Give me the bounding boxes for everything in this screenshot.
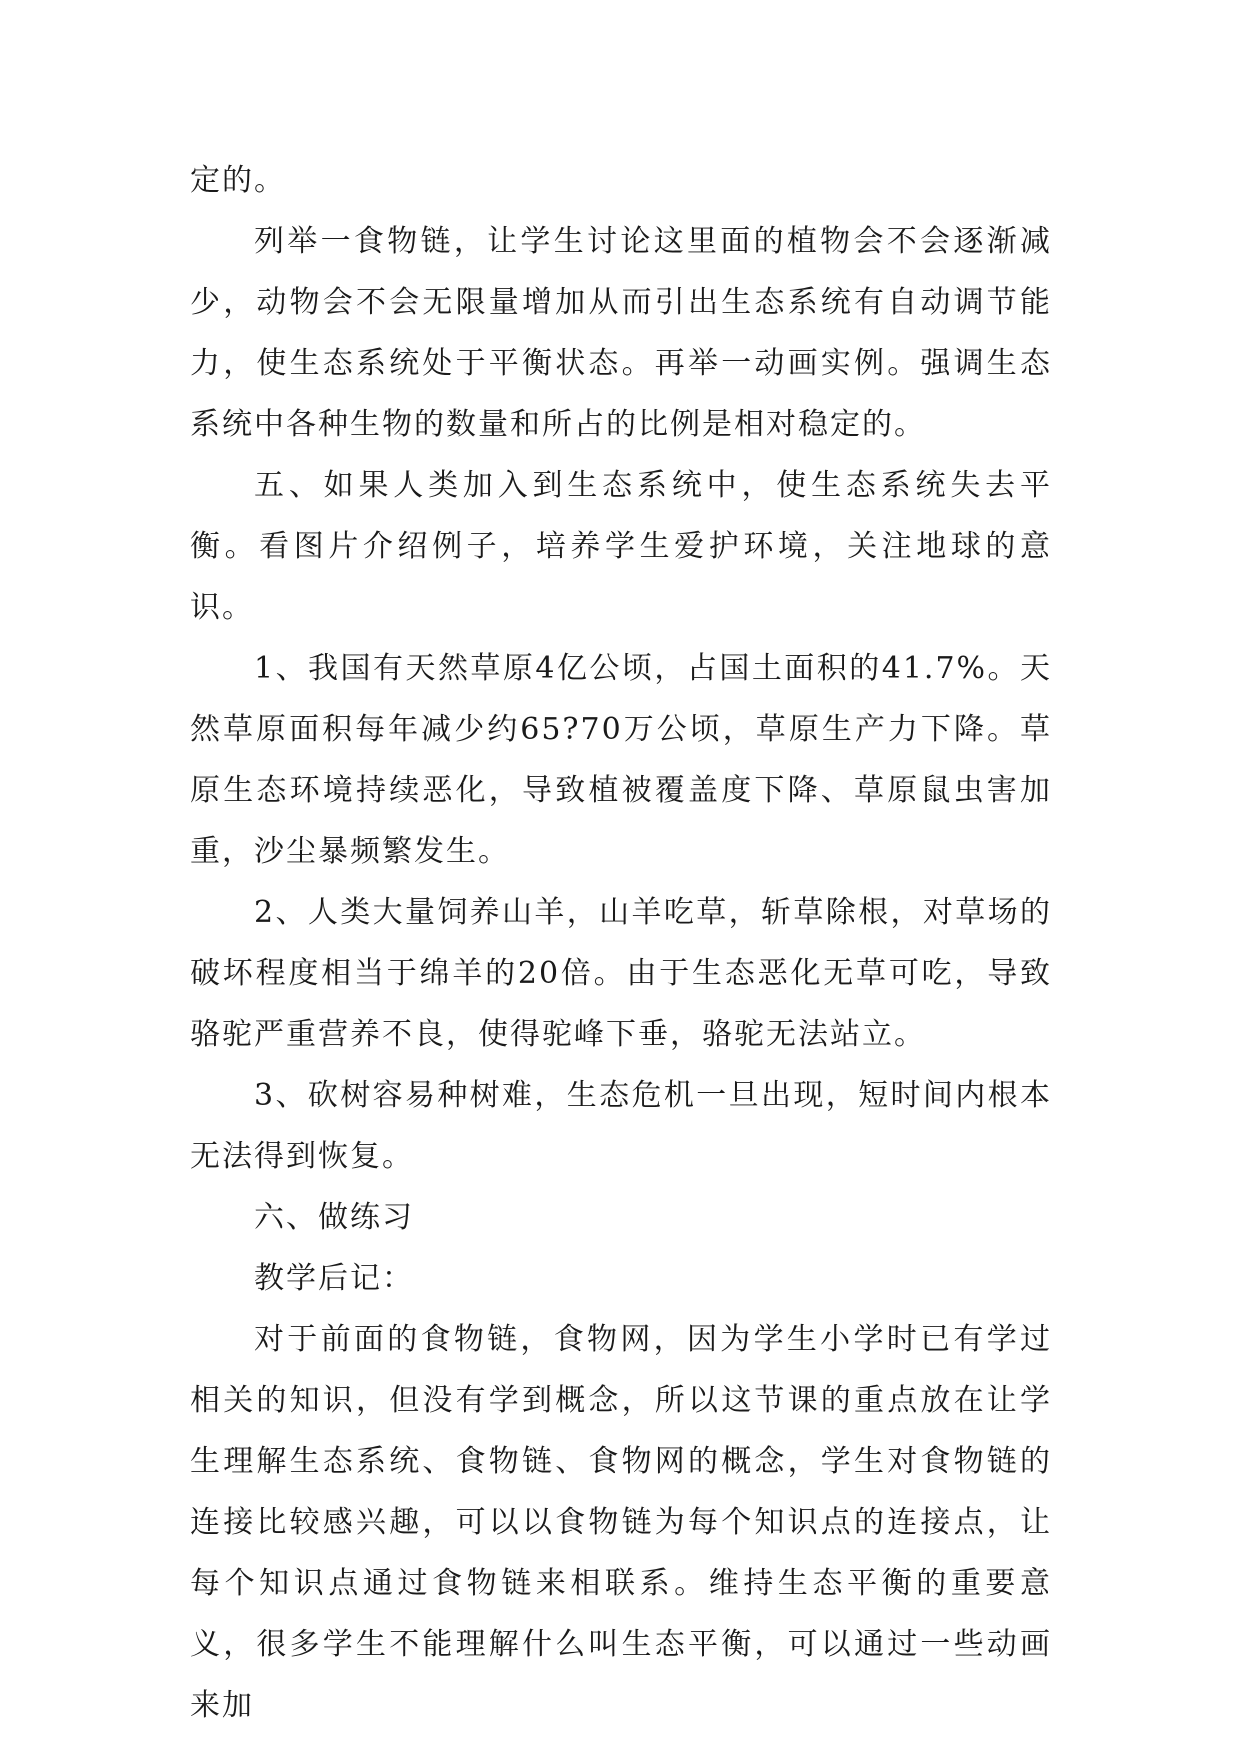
paragraph-section-six: 六、做练习	[254, 1200, 414, 1235]
document-page	[190, 150, 1052, 1736]
paragraph-section-five: 五、如果人类加入到生态系统中，使生态系统失去平衡。看图片介绍例子，培养学生爱护环境，关注地球的意识。	[190, 468, 1052, 625]
paragraph-food-chain: 列举一食物链，让学生讨论这里面的植物会不会逐渐减少，动物会不会无限量增加从而引出生态系统有自动调节能力，使生态系统处于平衡状态。再举一动画实例。强调生态系统中各种生物的数量和所占的比例是相对稳定的。	[190, 224, 1052, 442]
paragraph-item-3: 3、砍树容易种树难，生态危机一旦出现，短时间内根本无法得到恢复。	[190, 1078, 1052, 1174]
paragraph-continuation: 定的。	[190, 163, 286, 198]
paragraph-teaching-notes: 对于前面的食物链，食物网，因为学生小学时已有学过相关的知识，但没有学到概念，所以这节课的重点放在让学生理解生态系统、食物链、食物网的概念，学生对食物链的连接比较感兴趣，可以以食物链为每个知识点的连接点，让每个知识点通过食物链来相联系。维持生态平衡的重要意义，很多学生不能理解什么叫生态平衡，可以通过一些动画来加	[190, 1322, 1052, 1723]
paragraph-item-2: 2、人类大量饲养山羊，山羊吃草，斩草除根，对草场的破坏程度相当于绵羊的20倍。由于生态恶化无草可吃，导致骆驼严重营养不良，使得驼峰下垂，骆驼无法站立。	[190, 895, 1052, 1052]
paragraph-teaching-notes-heading: 教学后记：	[254, 1261, 414, 1296]
paragraph-item-1: 1、我国有天然草原4亿公顷，占国土面积的41.7%。天然草原面积每年减少约65?70万公顷，草原生产力下降。草原生态环境持续恶化，导致植被覆盖度下降、草原鼠虫害加重，沙尘暴频繁发生。	[190, 651, 1052, 869]
